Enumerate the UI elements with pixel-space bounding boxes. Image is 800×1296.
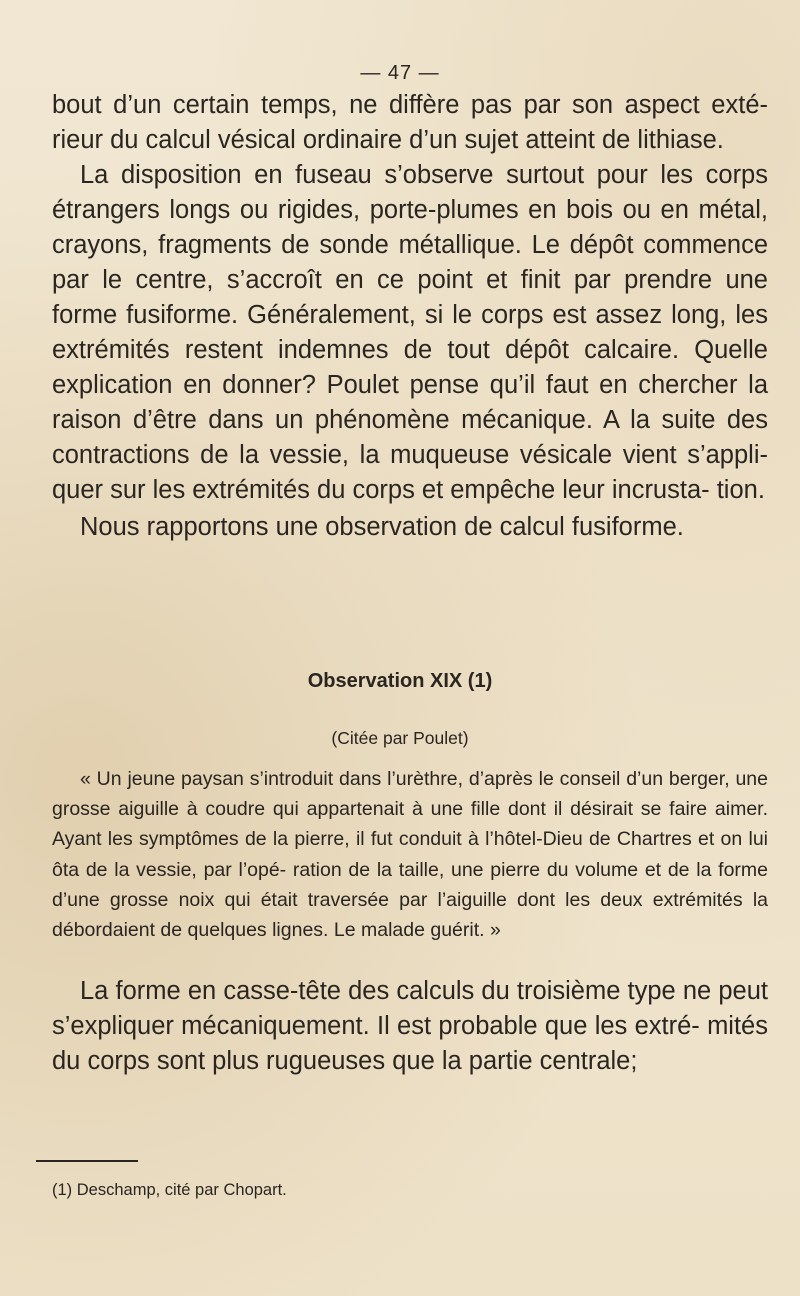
paragraph-intro-observation: Nous rapportons une observation de calcul fusiforme. [80,513,684,541]
closing-paragraph: La forme en casse-tête des calculs du troisième type ne peut s’expliquer mécaniquement. Il est probable que les extré- mités du corps sont plus rugueuses que la partie centrale; [52,977,768,1075]
footnote-rule [36,1160,138,1162]
observation-block [52,764,768,945]
footnote: (1) Deschamp, cité par Chopart. [52,1181,287,1199]
observation-text: « Un jeune paysan s’introduit dans l’urèthre, d’après le conseil d’un berger, une grosse aiguille à coudre qui appartenait à une fille dont il désirait se faire aimer. Ayant les symptômes de la pierre, il fut conduit à l’hôtel-Dieu de Chartres et on lui ôta de la vessie, par l’opé- ration de la taille, une pierre du volume et de la forme d’une grosse noix qui était traversée par l’aiguille dont les deux extrémités la débordaient de quelques lignes. Le malade guérit. » [52,768,768,942]
observation-title: Observation XIX (1) [307,670,493,692]
paragraph-fusiform: La disposition en fuseau s’observe surtout pour les corps étrangers longs ou rigides, porte-plumes en bois ou en métal, crayons, fragments de sonde métallique. Le dépôt commence par le centre, s’accroît en ce point et finit par prendre une forme fusiforme. Généralement, si le corps est assez long, les extrémités restent indemnes de tout dépôt calcaire. Quelle explication en donner? Poulet pense qu’il faut en chercher la raison d’être dans un phénomène mécanique. A la suite des contractions de la vessie, la muqueuse vésicale vient s’appli- quer sur les extrémités du corps et empêche leur incrusta- tion. [52,161,768,504]
closing-block [52,974,768,1079]
page-number: — 47 — [360,62,440,84]
observation-source: (Citée par Poulet) [331,728,469,748]
body-text-top [52,88,768,545]
paragraph-continuation: bout d’un certain temps, ne diffère pas par son aspect exté- rieur du calcul vésical ordinaire d’un sujet atteint de lithiase. [52,91,768,154]
